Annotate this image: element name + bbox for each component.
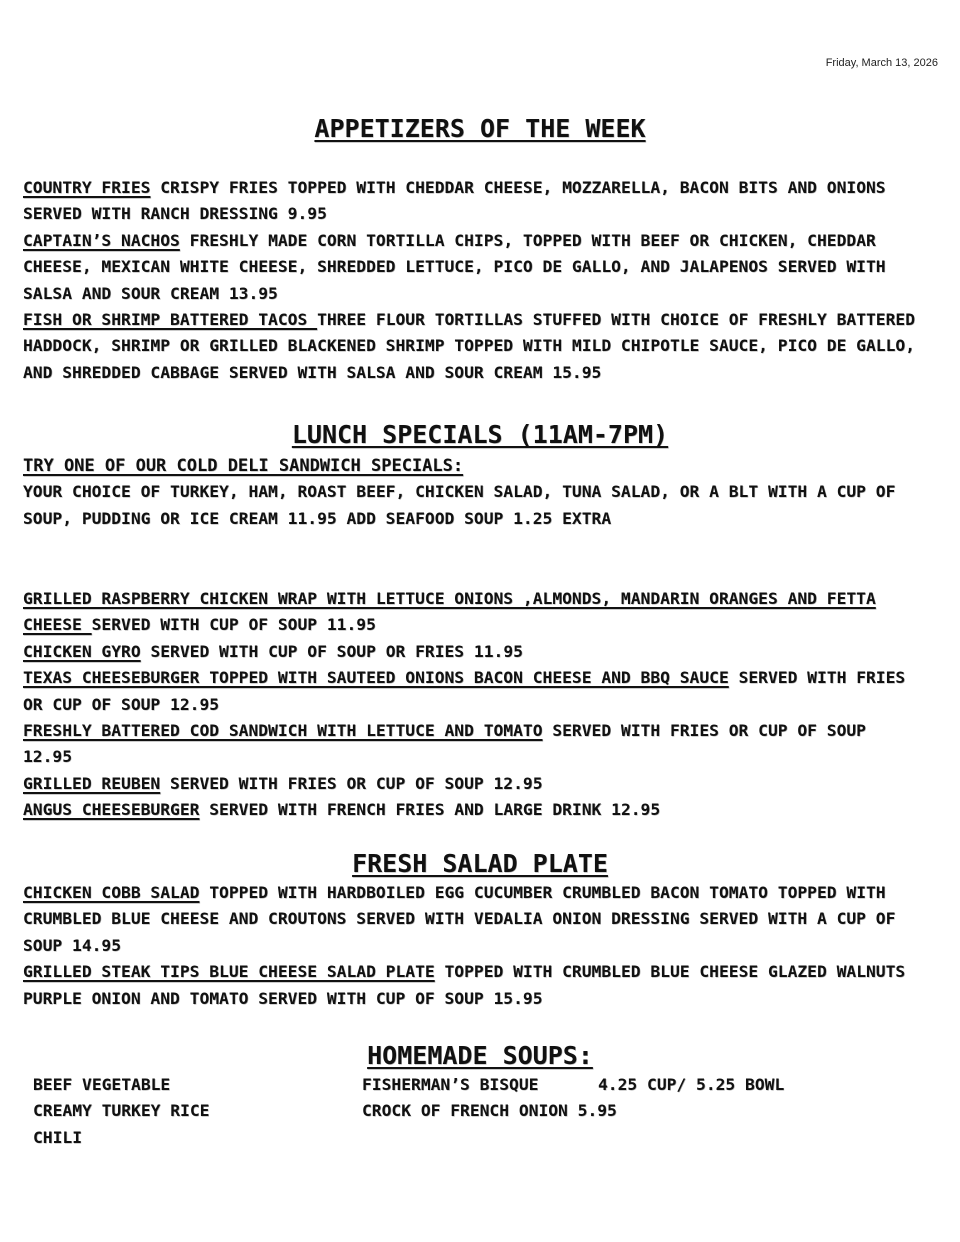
salad-list — [23, 880, 923, 1012]
lunch-item-desc: SERVED WITH FRIES OR CUP OF SOUP 12.95 — [23, 668, 906, 714]
lunch-item-name: TEXAS CHEESEBURGER TOPPED WITH SAUTEED ONIONS BACON CHEESE AND BBQ SAUCE — [23, 668, 729, 688]
lunch-item-desc: SERVED WITH CUP OF SOUP OR FRIES 11.95 — [140, 641, 523, 661]
salad-item-desc: TOPPED WITH CRUMBLED BLUE CHEESE GLAZED WALNUTS PURPLE ONION AND TOMATO SERVED WITH CUP OF SOUP 15.95 — [23, 962, 906, 1008]
appetizer-desc: FRESHLY MADE CORN TORTILLA CHIPS, TOPPED WITH BEEF OR CHICKEN, CHEDDAR CHEESE, MEXICAN WHITE CHEESE, SHREDDED LETTUCE, PICO DE GALLO, AND JALAPENOS SERVED WITH SALSA AND SOUR CREAM 13.95 — [23, 230, 886, 303]
salad-item — [23, 959, 923, 1012]
lunch-item-name: FRESHLY BATTERED COD SANDWICH WITH LETTUCE AND TOMATO — [23, 721, 543, 741]
appetizer-item — [23, 307, 923, 386]
lunch-item-name: GRILLED RASPBERRY CHICKEN WRAP WITH LETTUCE ONIONS ,ALMONDS, MANDARIN ORANGES AND FETTA CHEESE — [23, 589, 876, 635]
salad-item-name: GRILLED STEAK TIPS BLUE CHEESE SALAD PLATE — [23, 962, 435, 982]
salad-heading: FRESH SALAD PLATE — [352, 849, 608, 878]
lunch-item — [23, 797, 923, 823]
soups-left-column — [33, 1072, 209, 1151]
salad-item-desc: TOPPED WITH HARDBOILED EGG CUCUMBER CRUMBLED BACON TOMATO TOPPED WITH CRUMBLED BLUE CHEESE AND CROUTONS SERVED WITH VEDALIA ONION DRESSING SERVED WITH A CUP OF SOUP 14.95 — [23, 883, 896, 955]
deli-text: YOUR CHOICE OF TURKEY, HAM, ROAST BEEF, CHICKEN SALAD, TUNA SALAD, OR A BLT WITH A CUP OF SOUP, PUDDING OR ICE CREAM 11.95 ADD SEAFOOD SOUP 1.25 EXTRA — [23, 482, 896, 528]
lunch-item — [23, 639, 923, 665]
print-date: Friday, March 13, 2026 — [825, 57, 938, 69]
appetizer-name: CAPTAIN’S NACHOS — [23, 230, 180, 250]
deli-section — [23, 453, 923, 532]
lunch-item — [23, 718, 923, 771]
lunch-list — [23, 586, 923, 824]
lunch-item — [23, 586, 923, 639]
appetizers-heading: APPETIZERS OF THE WEEK — [314, 114, 646, 143]
lunch-item-desc: SERVED WITH FRENCH FRIES AND LARGE DRINK 12.95 — [199, 800, 661, 820]
soup-item: CHILI — [33, 1127, 83, 1147]
soup-item: CREAMY TURKEY RICE — [33, 1101, 210, 1121]
deli-heading: TRY ONE OF OUR COLD DELI SANDWICH SPECIALS: — [23, 456, 464, 476]
lunch-item-name: GRILLED REUBEN — [23, 773, 161, 793]
soup-item: CROCK OF FRENCH ONION 5.95 — [362, 1101, 617, 1121]
appetizer-item — [23, 175, 923, 228]
soup-item: FISHERMAN’S BISQUE — [362, 1075, 539, 1094]
soup-item: BEEF VEGETABLE — [33, 1075, 171, 1094]
lunch-item — [23, 771, 923, 797]
appetizer-name: COUNTRY FRIES — [23, 178, 151, 197]
soups-heading: HOMEMADE SOUPS: — [367, 1041, 593, 1070]
salad-item — [23, 880, 923, 959]
soup-price: 4.25 CUP/ 5.25 BOWL — [598, 1075, 785, 1094]
lunch-heading: LUNCH SPECIALS (11AM-7PM) — [291, 420, 669, 449]
appetizer-desc: THREE FLOUR TORTILLAS STUFFED WITH CHOICE OF FRESHLY BATTERED HADDOCK, SHRIMP OR GRILLED BLACKENED SHRIMP TOPPED WITH MILD CHIPOTLE SAUCE, PICO DE GALLO, AND SHREDDED CABBAGE SERVED WITH SALSA AND SOUR CREAM 15.95 — [23, 310, 916, 382]
lunch-item-desc: SERVED WITH CUP OF SOUP 11.95 — [91, 615, 376, 635]
appetizer-desc: CRISPY FRIES TOPPED WITH CHEDDAR CHEESE, MOZZARELLA, BACON BITS AND ONIONS SERVED WITH RANCH DRESSING 9.95 — [23, 178, 886, 224]
lunch-item-name: ANGUS CHEESEBURGER — [23, 800, 200, 820]
appetizers-list — [23, 175, 923, 386]
appetizer-item — [23, 228, 923, 307]
soups-middle-column — [362, 1072, 617, 1125]
lunch-item-desc: SERVED WITH FRIES OR CUP OF SOUP 12.95 — [160, 773, 543, 793]
lunch-item — [23, 665, 923, 718]
lunch-item-name: CHICKEN GYRO — [23, 641, 141, 661]
lunch-item-desc: SERVED WITH FRIES OR CUP OF SOUP 12.95 — [23, 721, 866, 767]
salad-item-name: CHICKEN COBB SALAD — [23, 883, 200, 902]
appetizer-name: FISH OR SHRIMP BATTERED TACOS — [23, 310, 318, 330]
